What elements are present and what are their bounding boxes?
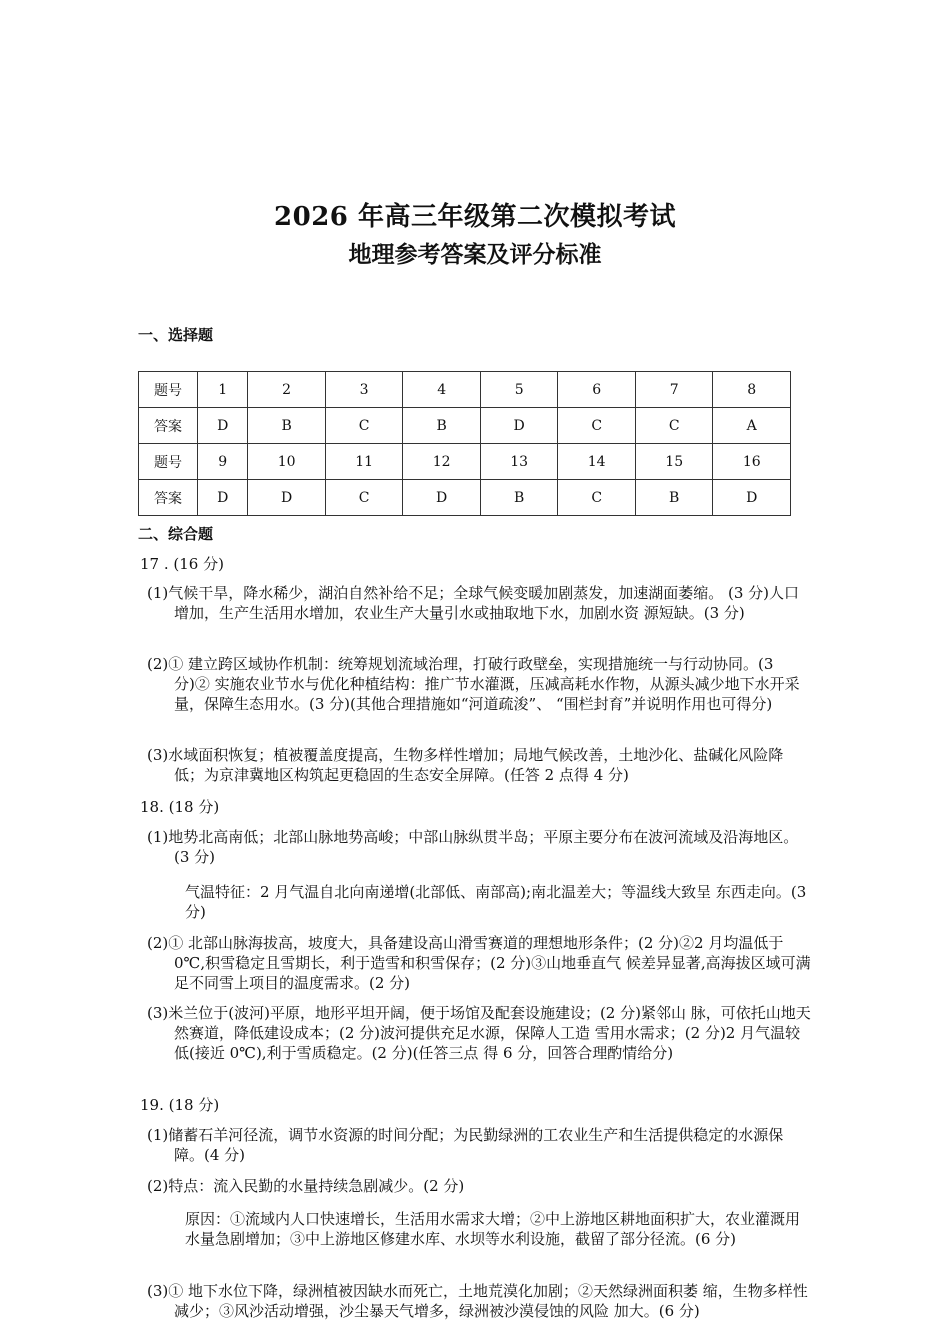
table-cell: 7 <box>635 372 713 408</box>
q19-answer-2: (2)特点：流入民勤的水量持续急剧减少。(2 分) <box>147 1177 465 1195</box>
table-cell: C <box>558 408 636 444</box>
section-heading-choice: 一、选择题 <box>138 326 214 344</box>
table-cell: B <box>480 480 558 516</box>
question-19-heading: 19. (18 分) <box>140 1096 220 1114</box>
row-label: 答案 <box>139 408 198 444</box>
question-17-heading: 17 . (16 分) <box>140 555 224 573</box>
q17-answer-1: (1)气候干旱，降水稀少，湖泊自然补给不足；全球气候变暖加剧蒸发，加速湖面萎缩。 (3 分)人口增加，生产生活用水增加，农业生产大量引水或抽取地下水，加剧水资 源短缺。(3 分) <box>147 584 800 622</box>
table-cell: C <box>558 480 636 516</box>
table-row <box>139 372 791 408</box>
q18-answer-2: (2)① 北部山脉海拔高，坡度大，具备建设高山滑雪赛道的理想地形条件；(2 分)②2 月均温低于 0℃,积雪稳定且雪期长，利于造雪和积雪保存；(2 分)③山地垂直气 候差异显著,高海拔区域可满足不同雪上项目的温度需求。(2 分) <box>147 934 811 992</box>
table-cell: C <box>325 480 403 516</box>
table-cell: 1 <box>198 372 248 408</box>
table-cell: 2 <box>248 372 326 408</box>
table-cell: C <box>325 408 403 444</box>
table-cell: A <box>713 408 791 444</box>
table-cell: B <box>248 408 326 444</box>
exam-subtitle: 地理参考答案及评分标准 <box>348 241 602 268</box>
table-cell: 3 <box>325 372 403 408</box>
q18-answer-1: (1)地势北高南低；北部山脉地势高峻；中部山脉纵贯半岛；平原主要分布在波河流域及沿海地区。(3 分) <box>147 828 799 866</box>
q18-answer-1-temperature: 气温特征：2 月气温自北向南递增(北部低、南部高);南北温差大；等温线大致呈 东西走向。(3 分) <box>185 883 807 921</box>
table-row <box>139 480 791 516</box>
table-cell: 14 <box>558 444 636 480</box>
q17-answer-2: (2)① 建立跨区域协作机制：统筹规划流域治理，打破行政壁垒，实现措施统一与行动协同。(3 分)② 实施农业节水与优化种植结构：推广节水灌溉，压减高耗水作物，从源头减少地下水开采量，保障生态用水。(3 分)(其他合理措施如“河道疏浚”、 “围栏封育”并说明作用也可得分) <box>147 655 800 713</box>
table-cell: B <box>635 480 713 516</box>
exam-title: 2026 年高三年级第二次模拟考试 <box>274 202 676 232</box>
q18-answer-3: (3)米兰位于(波河)平原，地形平坦开阔，便于场馆及配套设施建设；(2 分)紧邻山 脉，可依托山地天然赛道，降低建设成本；(2 分)波河提供充足水源，保障人工造 雪用水需求；(2 分)2 月气温较低(接近 0℃),利于雪质稳定。(2 分)(任答三点 得 6 分，回答合理酌情给分) <box>147 1004 811 1062</box>
table-cell: 4 <box>403 372 481 408</box>
table-cell: C <box>635 408 713 444</box>
table-cell: 10 <box>248 444 326 480</box>
table-cell: D <box>403 480 481 516</box>
table-row <box>139 444 791 480</box>
table-cell: D <box>198 408 248 444</box>
table-cell: 8 <box>713 372 791 408</box>
table-cell: D <box>713 480 791 516</box>
table-cell: 12 <box>403 444 481 480</box>
table-cell: 9 <box>198 444 248 480</box>
row-label: 题号 <box>139 372 198 408</box>
answer-table <box>138 371 791 516</box>
row-label: 题号 <box>139 444 198 480</box>
table-row <box>139 408 791 444</box>
table-cell: 16 <box>713 444 791 480</box>
table-cell: D <box>248 480 326 516</box>
question-18-heading: 18. (18 分) <box>140 798 220 816</box>
table-cell: 15 <box>635 444 713 480</box>
table-cell: B <box>403 408 481 444</box>
section-heading-comprehensive: 二、综合题 <box>138 525 214 543</box>
q17-answer-3: (3)水域面积恢复；植被覆盖度提高，生物多样性增加；局地气候改善，土地沙化、盐碱化风险降低；为京津冀地区构筑起更稳固的生态安全屏障。(任答 2 点得 4 分) <box>147 746 784 784</box>
table-cell: 11 <box>325 444 403 480</box>
q19-answer-3: (3)① 地下水位下降，绿洲植被因缺水而死亡，土地荒漠化加剧；②天然绿洲面积萎 缩，生物多样性减少；③风沙活动增强，沙尘暴天气增多，绿洲被沙漠侵蚀的风险 加大。(6 分) <box>147 1282 808 1320</box>
table-cell: 5 <box>480 372 558 408</box>
row-label: 答案 <box>139 480 198 516</box>
table-cell: 6 <box>558 372 636 408</box>
table-cell: D <box>198 480 248 516</box>
q19-answer-2-reasons: 原因：①流域内人口快速增长，生活用水需求大增；②中上游地区耕地面积扩大，农业灌溉用水量急剧增加；③中上游地区修建水库、水坝等水利设施，截留了部分径流。(6 分) <box>185 1210 801 1248</box>
q19-answer-1: (1)储蓄石羊河径流，调节水资源的时间分配；为民勤绿洲的工农业生产和生活提供稳定的水源保障。(4 分) <box>147 1126 784 1164</box>
table-cell: D <box>480 408 558 444</box>
table-cell: 13 <box>480 444 558 480</box>
